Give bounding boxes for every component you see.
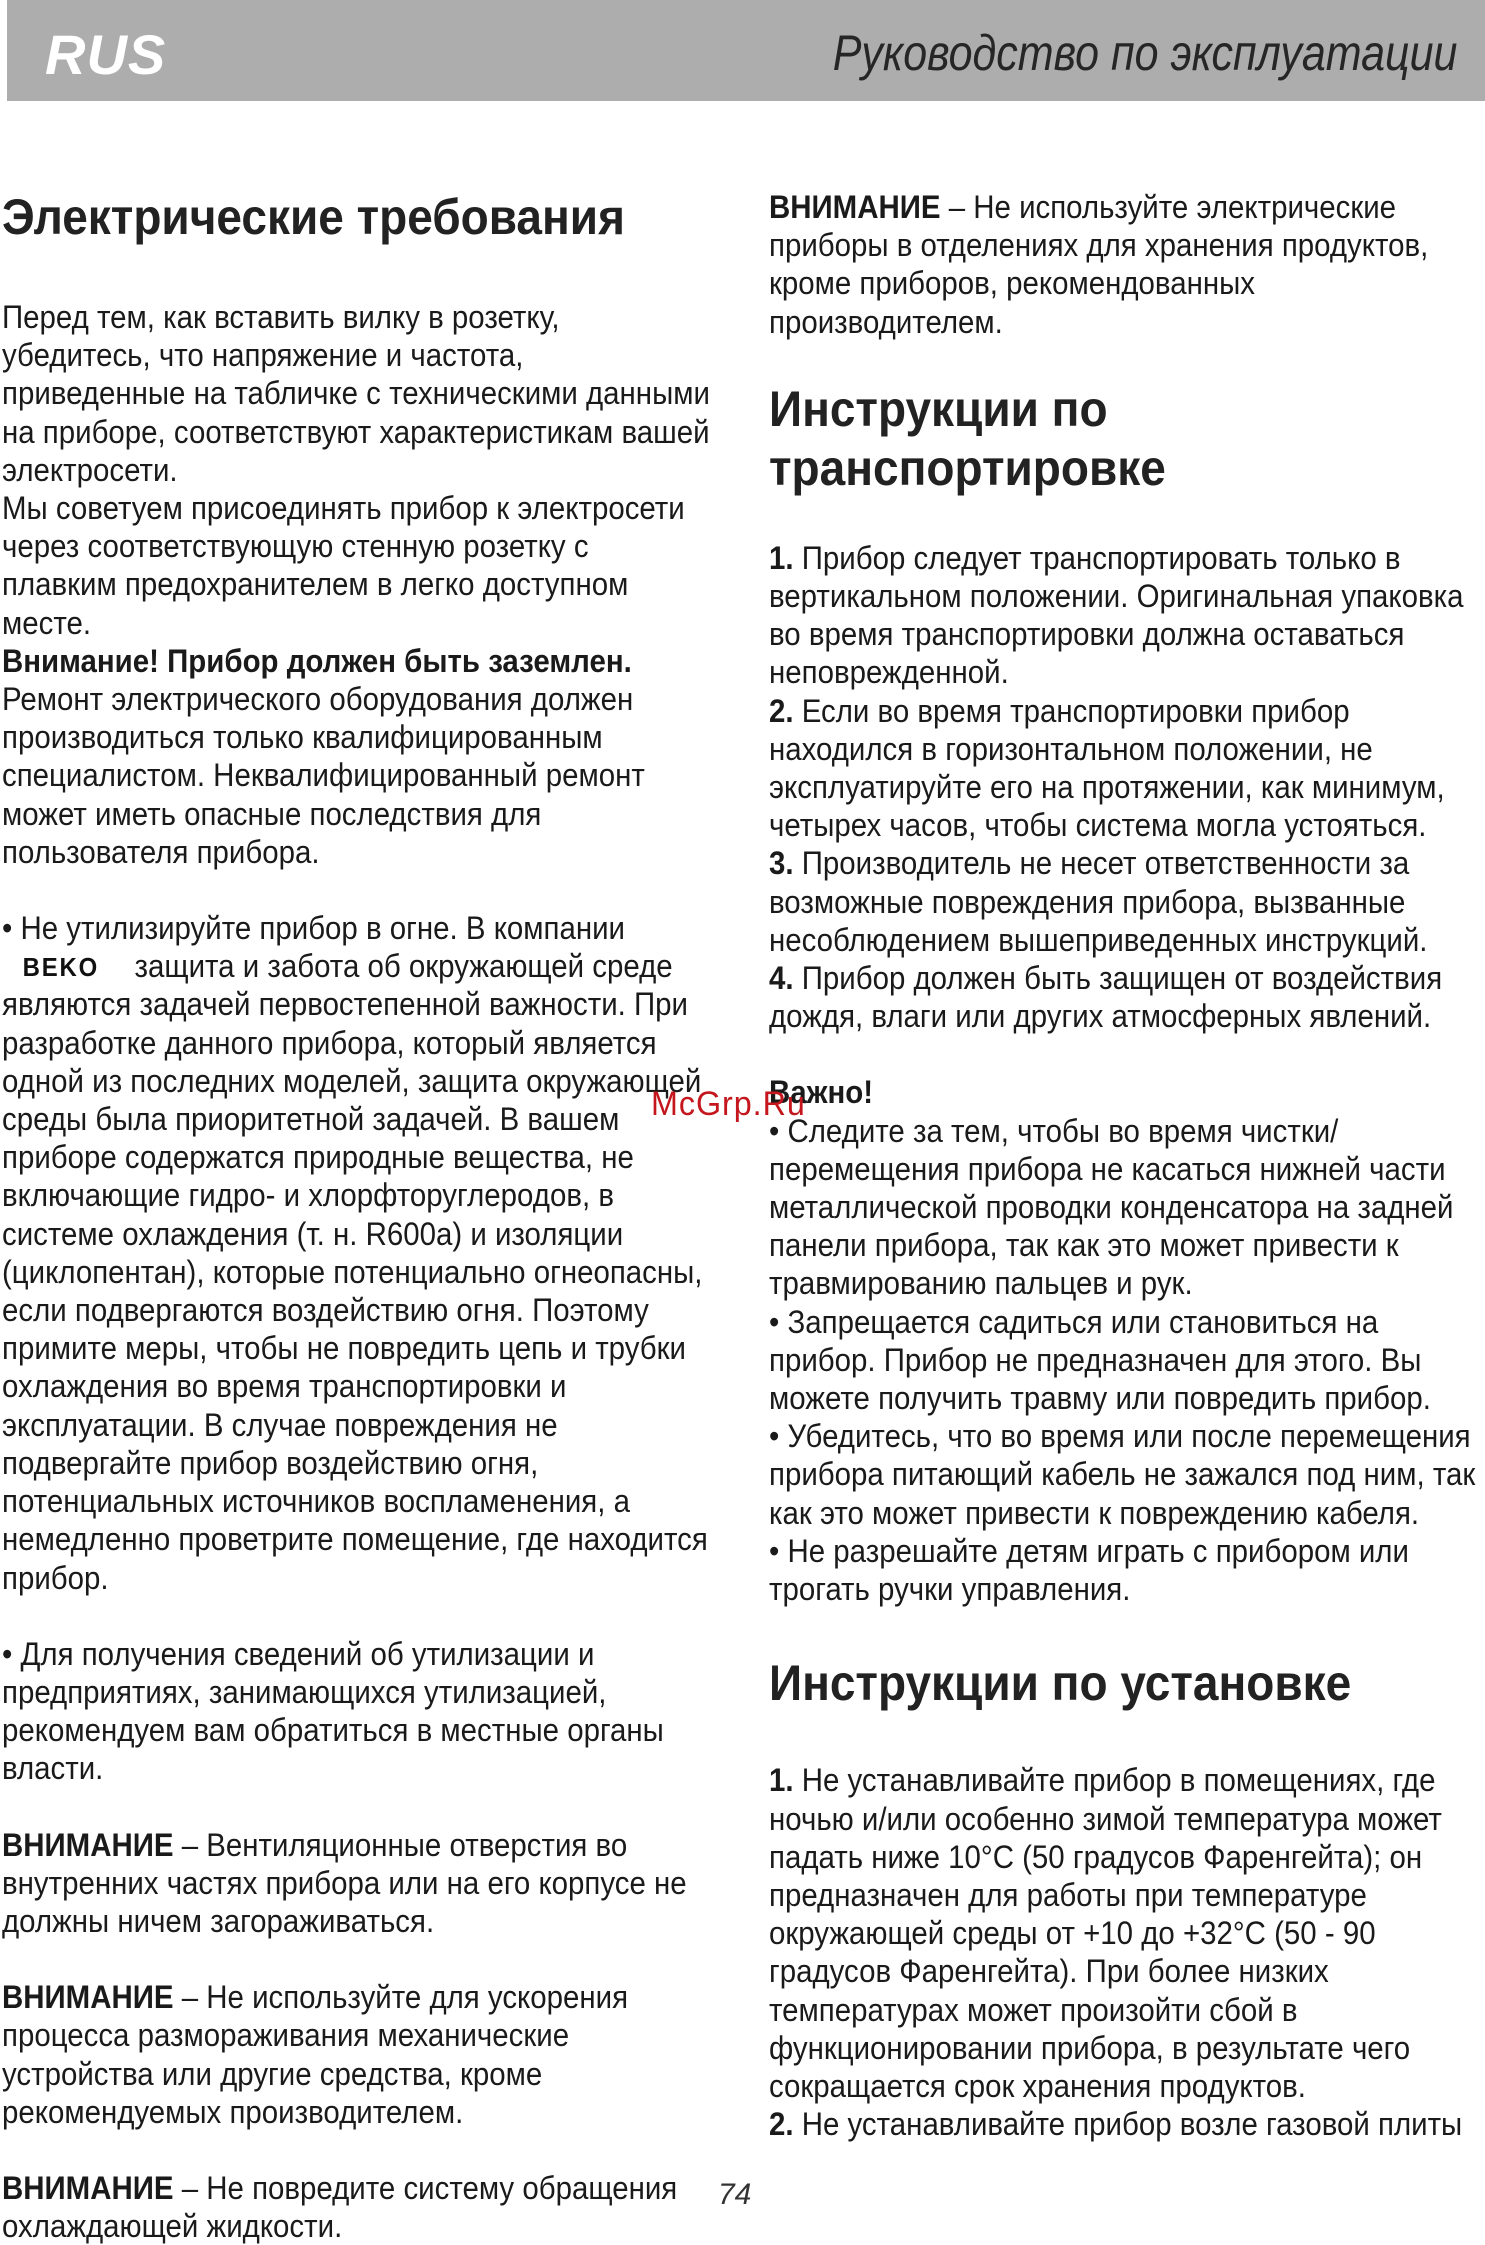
- transport-item-2: [769, 692, 1477, 845]
- paragraph-text: Для получения сведений об утилизации и предприятиях, занимающихся утилизацией, рекомендуем вам обратиться в местные органы власти.: [2, 1635, 664, 1787]
- page-number: 74: [718, 2178, 752, 2211]
- watermark: McGrp.Ru: [651, 1085, 806, 1123]
- item-text: Если во время транспортировки прибор находился в горизонтальном положении, не эксплуатируйте его на протяжении, как минимум, четырех часов, чтобы система могла устояться.: [769, 692, 1445, 844]
- grounding-warning: Внимание! Прибор должен быть заземлен.: [2, 642, 632, 679]
- item-number: 1.: [769, 539, 794, 576]
- important-item: • Не разрешайте детям играть с прибором или трогать ручки управления.: [769, 1532, 1409, 1608]
- heading-install: Инструкции по установке: [769, 1655, 1352, 1712]
- right-column: [769, 188, 1477, 2143]
- item-number: 3.: [769, 845, 794, 882]
- item-text: Прибор должен быть защищен от воздействия дождя, влаги или других атмосферных явлений.: [769, 960, 1443, 1035]
- warning-label: ВНИМАНИЕ: [2, 1826, 174, 1863]
- warning-defrost: [2, 1978, 710, 2131]
- important-item: • Убедитесь, что во время или после перемещения прибора питающий кабель не зажался под ним, так как это может привести к повреждению кабеля.: [769, 1418, 1476, 1531]
- warning-ventilation: [2, 1826, 710, 1941]
- item-text: Не устанавливайте прибор возле газовой плиты: [793, 2106, 1463, 2143]
- warning-text: – Вентиляционные отверстия во внутренних частях прибора или на его корпусе не должны ничем загораживаться.: [2, 1826, 687, 1939]
- paragraph: Ремонт электрического оборудования должен производиться только квалифицированным специалистом. Неквалифицированный ремонт может иметь опасные последствия для пользователя прибора.: [2, 681, 645, 870]
- warning-label: ВНИМАНИЕ: [769, 189, 941, 225]
- warning-label: ВНИМАНИЕ: [2, 1979, 174, 2016]
- warning-text: – Не повредите систему обращения охлаждающей жидкости.: [2, 2169, 678, 2245]
- transport-item-1: [769, 539, 1477, 692]
- heading-transport: Инструкции по транспортировке: [769, 380, 1166, 496]
- paragraph: Перед тем, как вставить вилку в розетку, убедитесь, что напряжение и частота, приведенные на табличке с техническими данными на приборе, соответствуют характеристикам вашей электросети.: [2, 299, 710, 488]
- transport-item-4: [769, 959, 1477, 1035]
- warning-label: ВНИМАНИЕ: [2, 2169, 174, 2206]
- important-heading: Важно!: [769, 1074, 874, 1111]
- transport-item-3: [769, 844, 1477, 959]
- item-number: 2.: [769, 692, 794, 729]
- paragraph-disposal: [2, 1635, 710, 1788]
- item-number: 2.: [769, 2106, 794, 2143]
- paragraph: Мы советуем присоединять прибор к электросети через соответствующую стенную розетку с плавким предохранителем в легко доступном месте.: [2, 490, 685, 641]
- important-item: • Запрещается садиться или становиться на прибор. Прибор не предназначен для этого. Вы можете получить травму или повредить прибор.: [769, 1303, 1431, 1417]
- item-number: 4.: [769, 960, 794, 997]
- paragraph-text: защита и забота об окружающей среде являются задачей первостепенной важности. При разработке данного прибора, который является одной из последних моделей, защита окружающей среды была приоритетной задачей. В вашем приборе содержатся природные вещества, не включающие гидро- и хлорфторуглеродов, в системе охлаждения (т. н. R600a) и изоляции (циклопентан), которые потенциально огнеопасны, если подвергаются воздействию огня. Поэтому примите меры, чтобы не повредить цепь и трубки охлаждения во время транспортировки и эксплуатации. В случае повреждения не подвергайте прибор воздействию огня, потенциальных источников воспламенения, а немедленно проветрите помещение, где находится прибор.: [2, 948, 708, 1596]
- item-number: 1.: [769, 1762, 794, 1799]
- paragraph-text: Не утилизируйте прибор в огне. В компании: [20, 910, 625, 947]
- bullet: •: [2, 910, 13, 947]
- beko-logo: [2, 954, 120, 980]
- warning-text: – Не используйте для ускорения процесса размораживания механические устройства или другие средства, кроме рекомендуемых производителем.: [2, 1979, 629, 2130]
- install-item-2: [769, 2105, 1477, 2143]
- paragraph-fire: [2, 909, 710, 1597]
- heading-electrical: Электрические требования: [2, 189, 625, 245]
- item-text: Прибор следует транспортировать только в вертикальном положении. Оригинальная упаковка во время транспортировки должна оставаться неповрежденной.: [769, 539, 1464, 691]
- left-column: [2, 188, 710, 2245]
- install-item-1: [769, 1761, 1477, 2105]
- bullet: •: [2, 1635, 13, 1672]
- warning-text: – Не используйте электрические приборы в отделениях для хранения продуктов, кроме приборов, рекомендованных производителем.: [769, 189, 1429, 340]
- item-text: Производитель не несет ответственности за возможные повреждения прибора, вызванные несоблюдением вышеприведенных инструкций.: [769, 845, 1428, 958]
- logo-text: BEKO: [22, 954, 100, 981]
- warning-appliances: [769, 188, 1477, 341]
- manual-title: Руководство по эксплуатации: [832, 25, 1457, 81]
- language-label: RUS: [45, 23, 167, 86]
- warning-coolant: [2, 2169, 710, 2245]
- important-item: • Следите за тем, чтобы во время чистки/перемещения прибора не касаться нижней части металлической проводки конденсатора на задней панели прибора, так как это может привести к травмированию пальцев и рук.: [769, 1112, 1454, 1302]
- item-text: Не устанавливайте прибор в помещениях, где ночью и/или особенно зимой температура может падать ниже 10°С (50 градусов Фаренгейта); он предназначен для работы при температуре окружающей среды от +10 до +32°С (50 - 90 градусов Фаренгейта). При более низких температурах может произойти сбой в функционировании прибора, в результате чего сокращается срок хранения продуктов.: [769, 1762, 1442, 2104]
- header-bar: [7, 0, 1485, 101]
